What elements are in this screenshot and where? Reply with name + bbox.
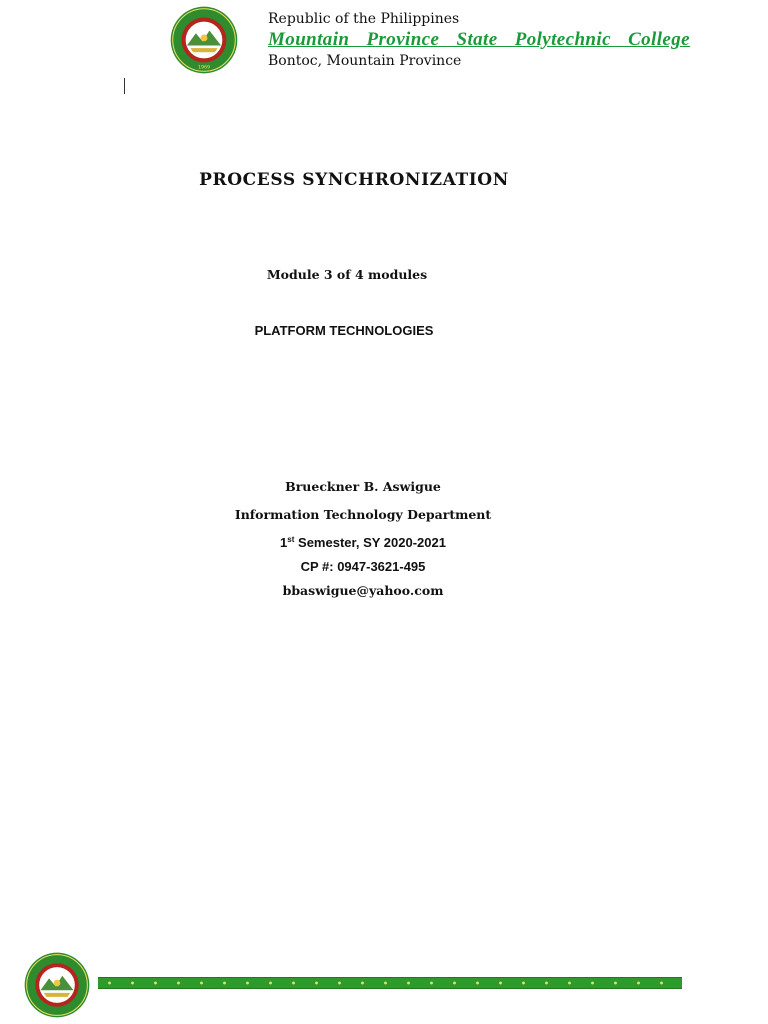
department: Information Technology Department — [234, 507, 492, 522]
semester-number: 1 — [280, 535, 288, 550]
college-location: Bontoc, Mountain Province — [268, 53, 462, 69]
footer-seal-logo — [24, 952, 90, 1018]
semester-info — [0, 535, 747, 550]
footer-decorative-band — [98, 977, 682, 989]
semester-text: Semester, SY 2020-2021 — [294, 535, 446, 550]
semester-superscript: st — [287, 535, 295, 544]
college-name: Mountain Province State Polytechnic College — [268, 29, 690, 50]
letterhead — [268, 9, 690, 71]
college-seal-logo — [170, 6, 238, 74]
course-name: PLATFORM TECHNOLOGIES — [254, 323, 434, 338]
email-address: bbaswigue@yahoo.com — [282, 583, 444, 598]
author-name: Brueckner B. Aswigue — [285, 479, 441, 494]
text-cursor — [124, 78, 125, 94]
republic-text: Republic of the Philippines — [268, 11, 460, 27]
phone-number: CP #: 0947-3621-495 — [300, 559, 426, 574]
svg-text:1969: 1969 — [197, 65, 211, 71]
band-pattern — [98, 981, 682, 985]
document-title: PROCESS SYNCHRONIZATION — [199, 170, 509, 190]
module-label: Module 3 of 4 modules — [266, 267, 428, 282]
